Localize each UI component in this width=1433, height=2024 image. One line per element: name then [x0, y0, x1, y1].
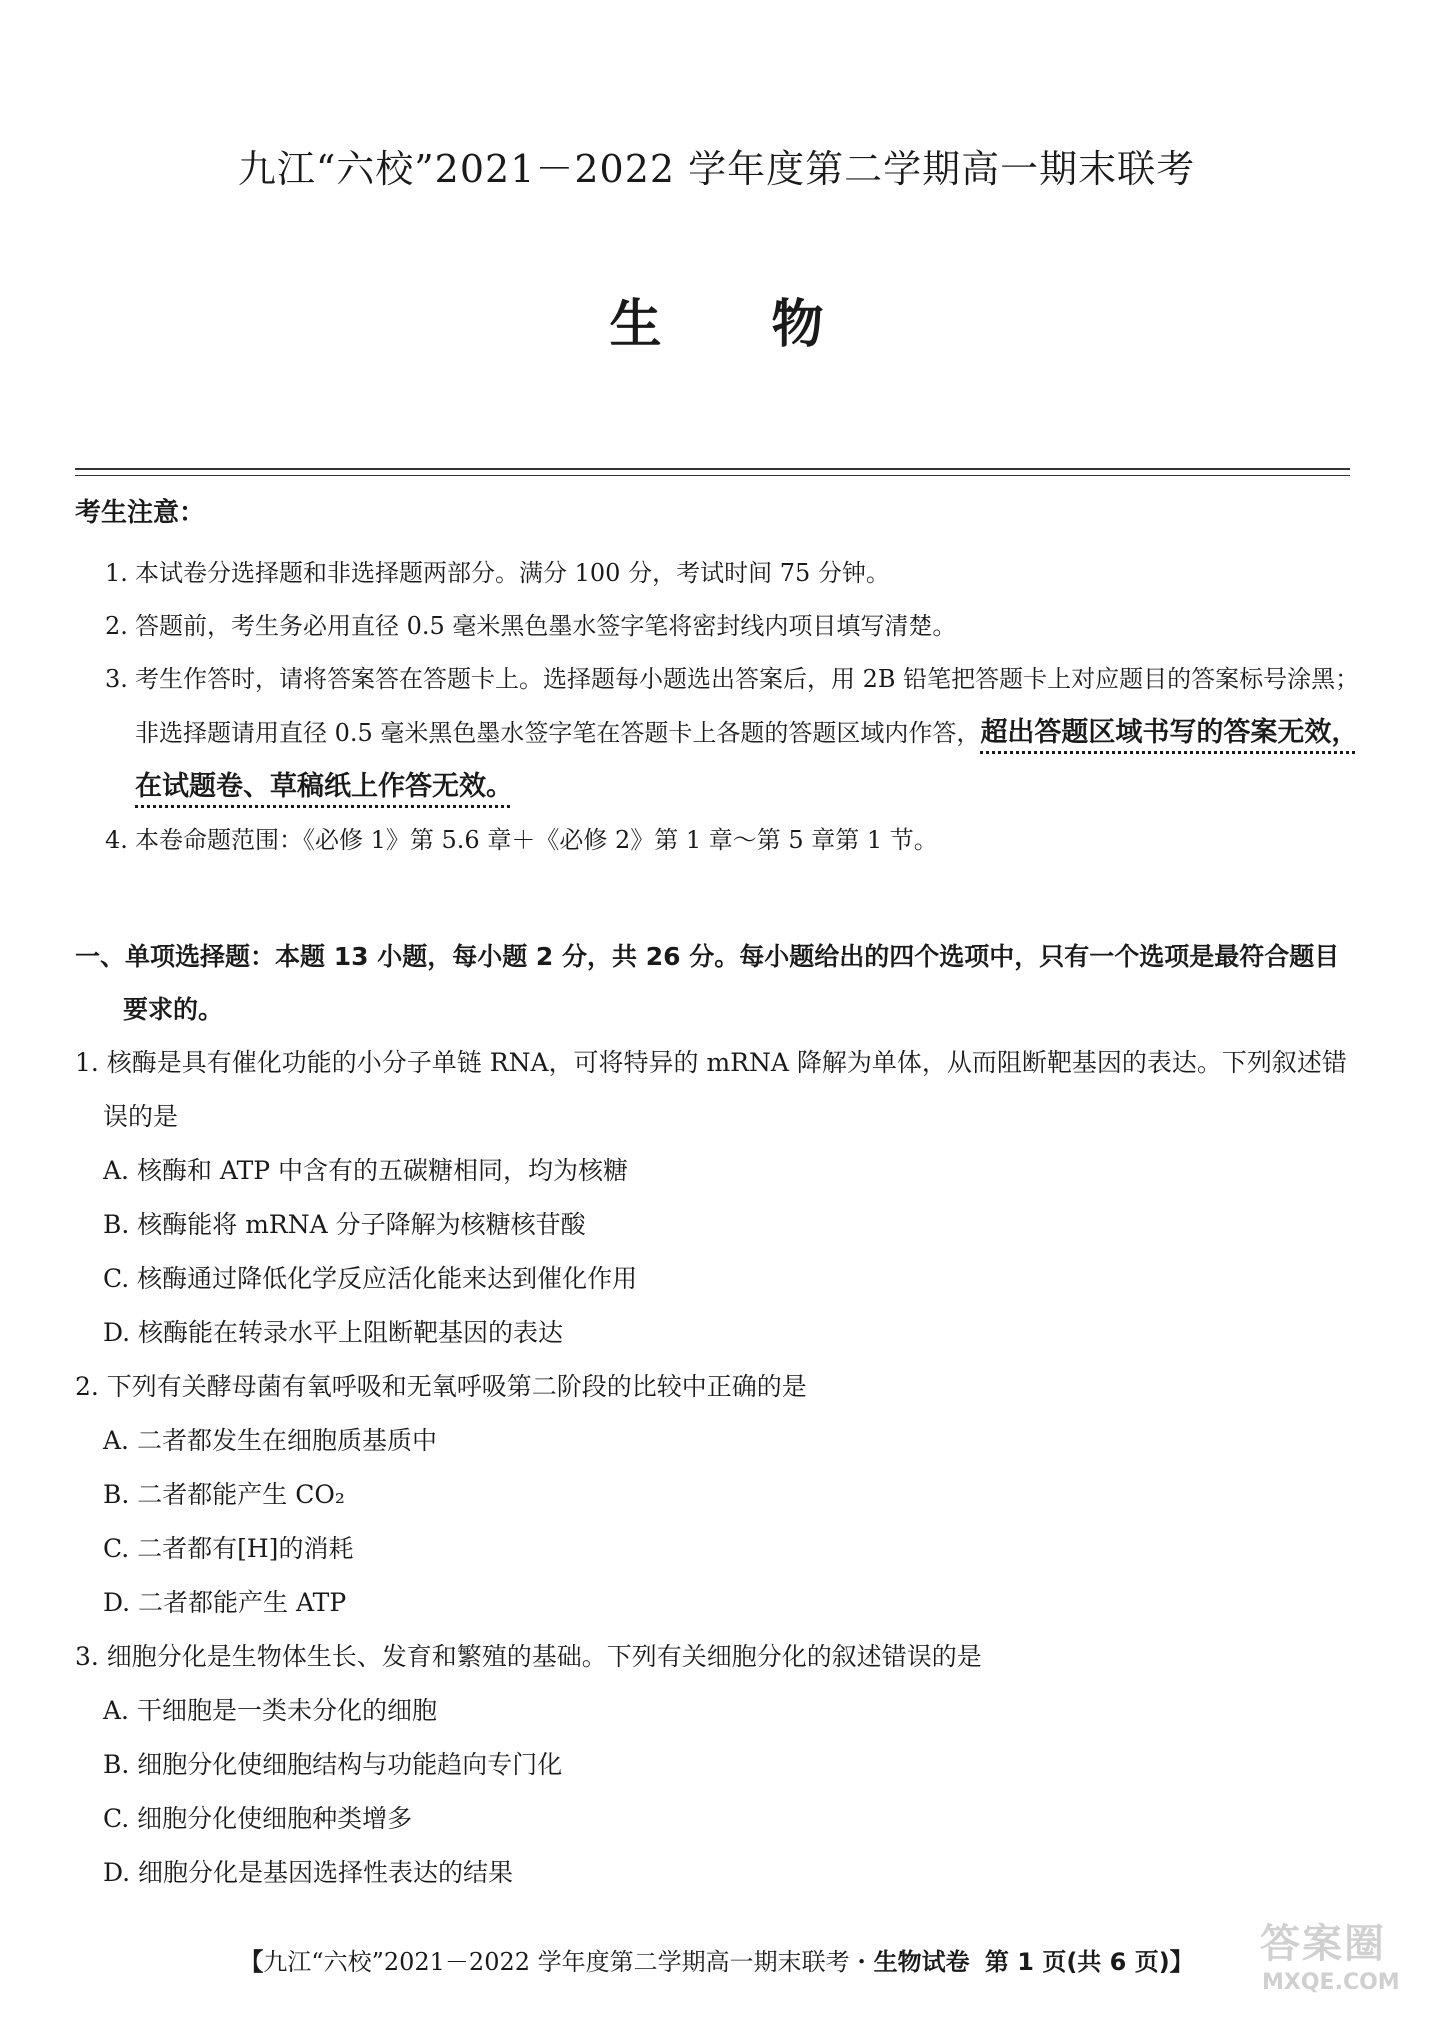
header-rule-thin [75, 475, 1350, 476]
notice-item-number: 4. [105, 826, 128, 854]
exam-title: 九江“六校”2021－2022 学年度第二学期高一期末联考 [237, 147, 1196, 191]
notice-item-number: 3. [105, 665, 128, 693]
notice-item-text: 答题前，考生务必用直径 0.5 毫米黑色墨水签字笔将密封线内项目填写清楚。 [135, 612, 957, 640]
header-rule-thick [75, 468, 1350, 470]
watermark-logo-text: 答案圈 [1260, 1921, 1386, 1967]
notice-item [75, 547, 1360, 600]
notice-item [75, 814, 1360, 867]
notice-item [75, 653, 1360, 814]
notice-heading: 考生注意： [75, 498, 206, 528]
question-3 [75, 1630, 1360, 1900]
footer-bracket-close: 】 [1169, 1948, 1194, 1976]
footer-bracket-open: 【 [239, 1948, 264, 1976]
option-a: A. 干细胞是一类未分化的细胞 [103, 1696, 437, 1725]
option-d: D. 细胞分化是基因选择性表达的结果 [103, 1858, 514, 1887]
notice-emphasis: 超出答题区域书写的答案无效，在试题卷、草稿纸上作答无效。 [135, 717, 1359, 802]
question-stem: 1. 核酶是具有催化功能的小分子单链 RNA，可将特异的 mRNA 降解为单体，从而阻断靶基因的表达。下列叙述错误的是 [75, 1048, 1347, 1131]
notice-item-number: 1. [105, 559, 128, 587]
footer-page-number: 第 1 页(共 6 页) [984, 1948, 1170, 1976]
option-b: B. 二者都能产生 CO₂ [103, 1480, 345, 1509]
option-c: C. 细胞分化使细胞种类增多 [103, 1804, 413, 1833]
section-single-choice [75, 930, 1360, 1900]
site-watermark [1260, 1912, 1420, 2012]
option-d: D. 二者都能产生 ATP [103, 1588, 347, 1617]
question-stem: 3. 细胞分化是生物体生长、发育和繁殖的基础。下列有关细胞分化的叙述错误的是 [75, 1642, 982, 1671]
option-c: C. 二者都有[H]的消耗 [103, 1534, 354, 1563]
option-b: B. 细胞分化使细胞结构与功能趋向专门化 [103, 1750, 563, 1779]
question-1 [75, 1036, 1360, 1360]
option-a: A. 二者都发生在细胞质基质中 [103, 1426, 437, 1455]
watermark-url: MXQE.COM [1262, 1970, 1400, 1995]
notice-item-text: 本卷命题范围：《必修 1》第 5.6 章＋《必修 2》第 1 章～第 5 章第 1 节。 [135, 826, 938, 854]
notice-item-text: 本试卷分选择题和非选择题两部分。满分 100 分，考试时间 75 分钟。 [135, 559, 890, 587]
question-stem: 2. 下列有关酵母菌有氧呼吸和无氧呼吸第二阶段的比较中正确的是 [75, 1372, 807, 1401]
footer-subject: 生物试卷 [873, 1948, 970, 1976]
option-a: A. 核酶和 ATP 中含有的五碳糖相同，均为核糖 [103, 1156, 629, 1185]
option-d: D. 核酶能在转录水平上阻断靶基因的表达 [103, 1318, 564, 1347]
notice-item-text: 考生作答时，请将答案答在答题卡上。选择题每小题选出答案后，用 2B 铅笔把答题卡上对应题目的答案标号涂黑；非选择题请用直径 0.5 毫米黑色墨水签字笔在答题卡上各题的答题区域内作答， [135, 665, 1360, 747]
notice-item-number: 2. [105, 612, 128, 640]
notice-item [75, 600, 1360, 653]
option-b: B. 核酶能将 mRNA 分子降解为核糖核苷酸 [103, 1210, 586, 1239]
option-c: C. 核酶通过降低化学反应活化能来达到催化作用 [103, 1264, 638, 1293]
candidate-notice [75, 492, 1360, 867]
page-footer [0, 1942, 1433, 1977]
footer-title: 九江“六校”2021－2022 学年度第二学期高一期末联考・ [263, 1948, 874, 1976]
question-2 [75, 1360, 1360, 1630]
section-heading: 一、单项选择题：本题 13 小题，每小题 2 分，共 26 分。每小题给出的四个选项中，只有一个选项是最符合题目要求的。 [75, 942, 1340, 1024]
subject-title: 生物 [609, 295, 934, 355]
